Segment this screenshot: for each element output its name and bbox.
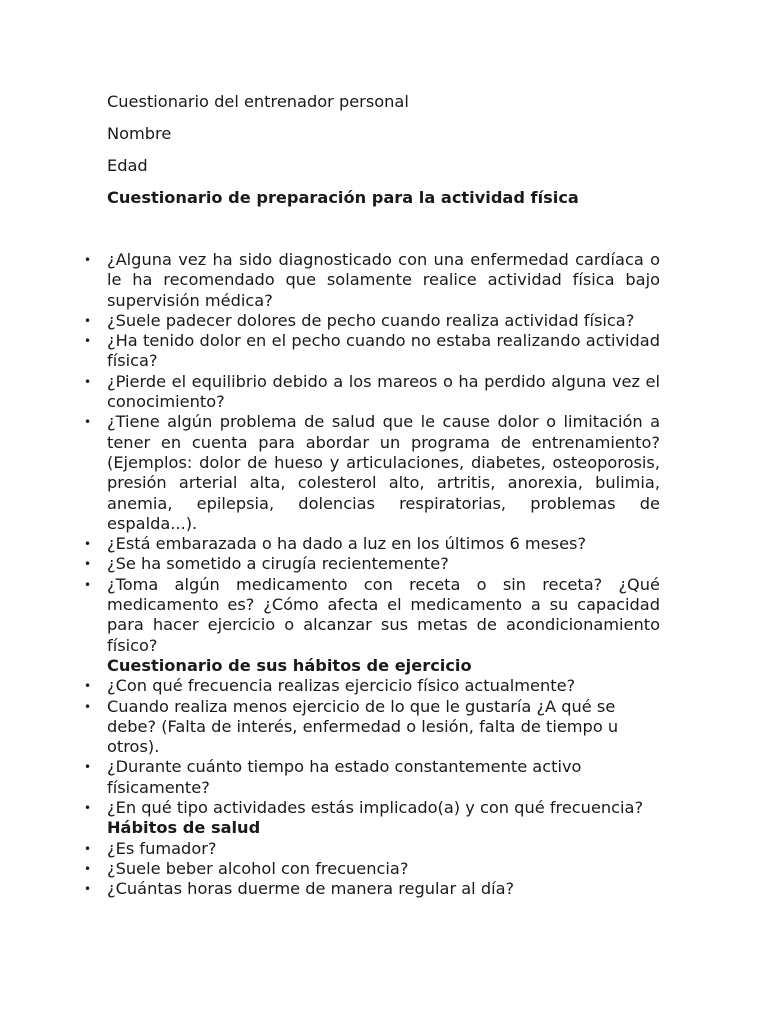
question-text: ¿En qué tipo actividades estás implicado(a) y con qué frecuencia? [107, 798, 644, 818]
edad-field-label: Edad [107, 156, 148, 175]
question-item [84, 798, 660, 818]
bullet-icon: • [84, 801, 92, 816]
question-item [84, 574, 660, 656]
question-text: ¿Se ha sometido a cirugía recientemente? [107, 554, 449, 574]
question-item [84, 371, 660, 413]
bullet-icon: • [84, 679, 92, 694]
question-text: ¿Pierde el equilibrio debido a los mareos o ha perdido alguna vez el conocimiento? [107, 371, 660, 412]
question-item [84, 412, 660, 534]
bullet-icon: • [84, 253, 92, 267]
bullet-icon: • [84, 334, 92, 349]
bullet-icon: • [84, 577, 92, 592]
question-item [84, 534, 660, 554]
document-title: Cuestionario del entrenador personal [107, 92, 409, 111]
question-text: ¿Suele padecer dolores de pecho cuando realiza actividad física? [107, 310, 635, 330]
question-text: ¿Tiene algún problema de salud que le cause dolor o limitación a tener en cuenta para abordar un programa de entrenamiento? (Ejemplos: dolor de hueso y articulaciones, diabetes, osteoporosis, presión arterial alta, colesterol alto, artritis, anorexia, bulimia, anemia, epilepsia, dolencias respiratorias, problemas de espalda...). [107, 412, 660, 533]
section-heading-preparacion: Cuestionario de preparación para la actividad física [107, 188, 579, 207]
bullet-icon: • [84, 882, 92, 897]
bullet-icon: • [84, 374, 92, 389]
bullet-icon: • [84, 699, 92, 714]
bullet-icon: • [84, 537, 92, 552]
question-text: ¿Con qué frecuencia realizas ejercicio físico actualmente? [107, 676, 576, 696]
question-text: ¿Durante cuánto tiempo ha estado constantemente activo físicamente? [107, 757, 582, 797]
question-item [84, 676, 660, 696]
question-item [84, 757, 660, 798]
question-list-salud [84, 838, 660, 900]
question-item [84, 858, 660, 879]
question-item [84, 310, 660, 331]
nombre-field-label: Nombre [107, 124, 172, 143]
bullet-icon: • [84, 313, 92, 328]
question-item [84, 696, 660, 758]
question-text: ¿Suele beber alcohol con frecuencia? [107, 858, 409, 878]
questionnaire-body [84, 250, 660, 900]
question-item [84, 331, 660, 372]
question-item [84, 879, 660, 899]
bullet-icon: • [84, 415, 92, 430]
bullet-icon: • [84, 861, 92, 876]
question-text: ¿Es fumador? [107, 838, 217, 858]
question-text: ¿Ha tenido dolor en el pecho cuando no estaba realizando actividad física? [107, 331, 660, 371]
question-text: ¿Cuántas horas duerme de manera regular al día? [107, 879, 515, 899]
bullet-icon: • [84, 760, 92, 775]
question-item [84, 250, 660, 311]
section-heading-salud: Hábitos de salud [107, 818, 261, 838]
question-text: ¿Alguna vez ha sido diagnosticado con una enfermedad cardíaca o le ha recomendado que solamente realice actividad física bajo supervisión médica? [107, 250, 660, 310]
question-item [84, 838, 660, 859]
bullet-icon: • [84, 841, 92, 856]
question-list-ejercicio [84, 676, 660, 818]
bullet-icon: • [84, 557, 92, 572]
question-text: ¿Está embarazada o ha dado a luz en los últimos 6 meses? [107, 534, 587, 554]
section-heading-ejercicio: Cuestionario de sus hábitos de ejercicio [107, 655, 472, 675]
question-text: ¿Toma algún medicamento con receta o sin receta? ¿Qué medicamento es? ¿Cómo afecta el medicamento a su capacidad para hacer ejercicio o alcanzar sus metas de acondicionamiento físico? [107, 574, 660, 655]
question-list-preparacion [84, 250, 660, 656]
question-text: Cuando realiza menos ejercicio de lo que le gustaría ¿A qué se debe? (Falta de interés, enfermedad o lesión, falta de tiempo u otros). [107, 696, 619, 757]
question-item [84, 554, 660, 574]
